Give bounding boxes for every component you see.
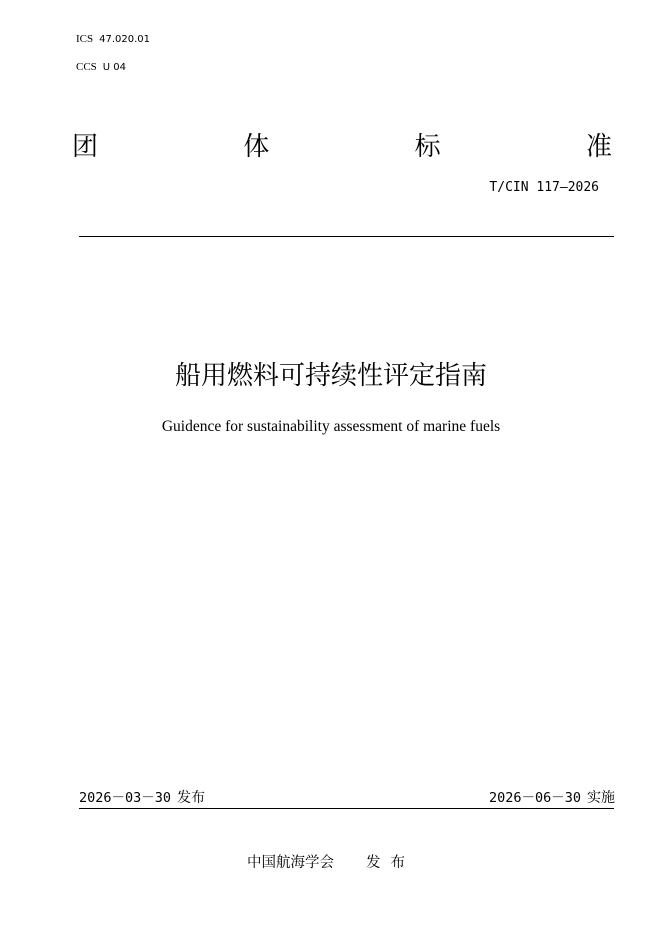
standard-type-char: 标 bbox=[414, 131, 441, 162]
standard-type-heading bbox=[72, 124, 612, 164]
document-title-chinese: 船用燃料可持续性评定指南 bbox=[174, 361, 487, 391]
standard-type-char: 体 bbox=[243, 131, 270, 162]
top-divider bbox=[79, 236, 614, 237]
ics-code: 47.020.01 bbox=[99, 34, 151, 45]
standard-type-char: 团 bbox=[72, 131, 99, 162]
ics-label: ICS bbox=[76, 33, 94, 45]
standard-type-char: 准 bbox=[585, 131, 612, 162]
bottom-divider bbox=[79, 808, 614, 809]
publisher-name: 中国航海学会 bbox=[247, 855, 334, 871]
ccs-label: CCS bbox=[76, 61, 97, 73]
standard-number: T/CIN 117—2026 bbox=[489, 180, 599, 195]
ics-classification bbox=[76, 32, 150, 47]
issue-date: 2026－03－30 bbox=[79, 790, 172, 806]
ccs-code: U 04 bbox=[102, 62, 127, 73]
issue-date-line bbox=[79, 789, 205, 807]
publisher-line bbox=[0, 854, 662, 872]
document-title-english: Guidence for sustainability assessment of marine fuels bbox=[161, 418, 501, 435]
implement-date-line bbox=[489, 789, 615, 807]
publisher-action: 发布 bbox=[366, 855, 415, 871]
implement-label: 实施 bbox=[587, 790, 615, 806]
ccs-classification bbox=[76, 60, 126, 75]
implement-date: 2026－06－30 bbox=[488, 790, 581, 806]
issue-label: 发布 bbox=[177, 790, 206, 806]
